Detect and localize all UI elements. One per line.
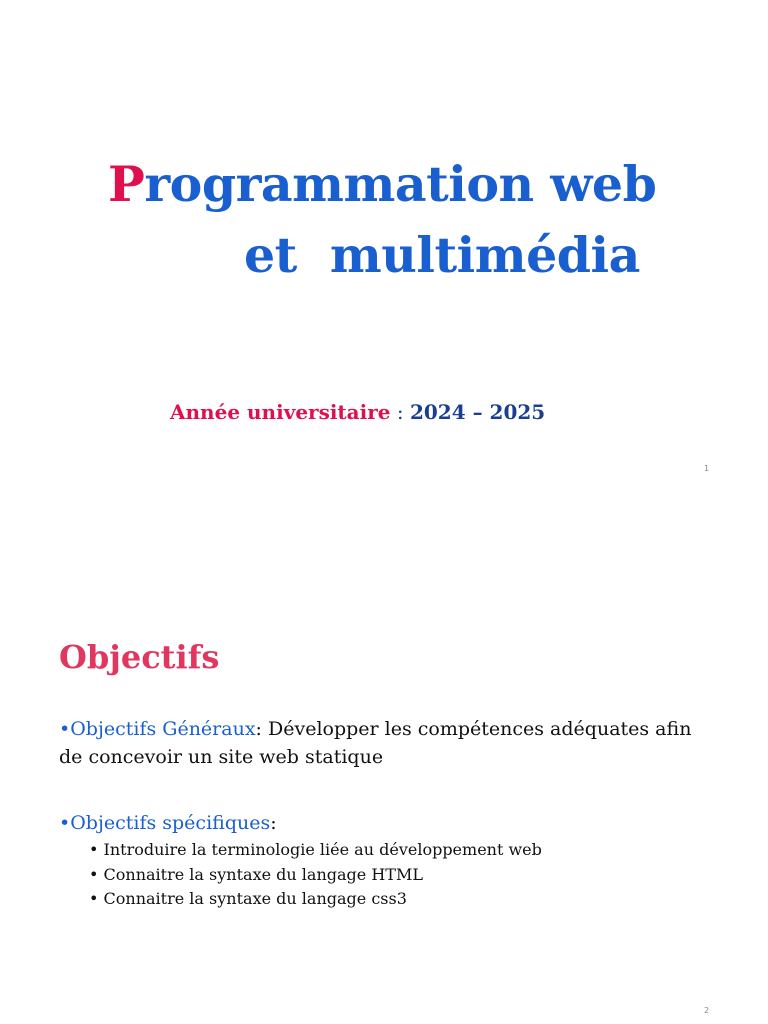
title-line-1	[108, 155, 656, 213]
bullet-general-objectives	[59, 715, 699, 771]
page-number: 2	[704, 1006, 710, 1015]
academic-year-separator: :	[390, 400, 410, 424]
sub-bullet-dot: •	[89, 865, 99, 884]
bullet-dot: •	[59, 812, 71, 834]
bullet-dot: •	[59, 718, 71, 740]
list-item	[89, 889, 407, 908]
list-item-text: Connaitre la syntaxe du langage css3	[103, 889, 407, 908]
bullet-specific-objectives	[59, 812, 277, 834]
academic-year	[170, 400, 545, 424]
list-item-text: Connaitre la syntaxe du langage HTML	[103, 865, 423, 884]
sub-bullet-dot: •	[89, 889, 99, 908]
title-first-letter: P	[108, 155, 145, 213]
sub-bullet-dot: •	[89, 840, 99, 859]
specific-objectives-heading: Objectifs spécifiques	[70, 812, 271, 834]
specific-objectives-colon: :	[270, 812, 277, 834]
academic-year-value: 2024 – 2025	[409, 400, 546, 424]
list-item	[89, 840, 542, 859]
academic-year-label: Année universitaire	[170, 400, 391, 424]
list-item-text: Introduire la terminologie liée au développement web	[103, 840, 542, 859]
section-title: Objectifs	[59, 638, 220, 676]
general-objectives-heading: Objectifs Généraux	[70, 718, 256, 740]
title-rest: rogrammation web	[144, 155, 657, 213]
page-number: 1	[704, 464, 710, 473]
slide-1	[0, 0, 768, 490]
title-line-2: et multimédia	[244, 226, 640, 284]
slide-2	[0, 590, 768, 1024]
general-objectives-text: : Développer les compétences adéquates afin de concevoir un site web statique	[59, 718, 692, 768]
list-item	[89, 865, 423, 884]
